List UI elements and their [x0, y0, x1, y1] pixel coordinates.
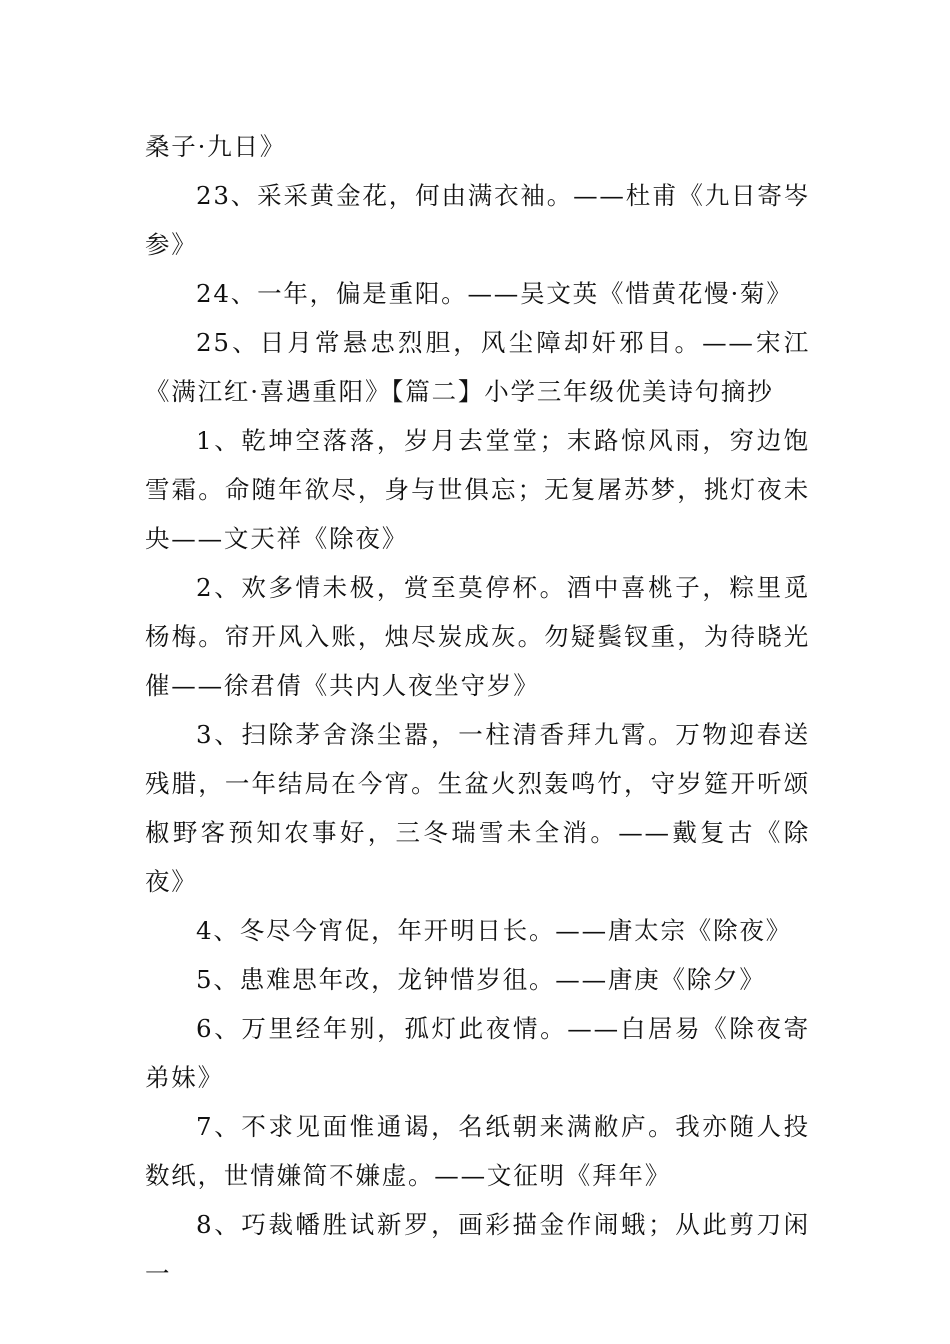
document-body [145, 122, 810, 1298]
paragraph: 3、扫除茅舍涤尘嚣，一柱清香拜九霄。万物迎春送残腊，一年结局在今宵。生盆火烈轰鸣竹，守岁筵开听颂椒野客预知农事好，三冬瑞雪未全消。——戴复古《除夜》 [145, 720, 810, 896]
paragraph: 24、一年，偏是重阳。——吴文英《惜黄花慢·菊》 [196, 279, 793, 308]
paragraph: 2、欢多情未极，赏至莫停杯。酒中喜桃子，粽里觅杨梅。帘开风入账，烛尽炭成灰。勿疑鬓钗重，为待晓光催——徐君倩《共内人夜坐守岁》 [145, 573, 810, 700]
paragraph: 23、采采黄金花，何由满衣袖。——杜甫《九日寄岑参》 [145, 181, 810, 259]
paragraph: 1、乾坤空落落，岁月去堂堂；末路惊风雨，穷边饱雪霜。命随年欲尽，身与世俱忘；无复屠苏梦，挑灯夜未央——文天祥《除夜》 [145, 426, 810, 553]
paragraph: 6、万里经年别，孤灯此夜情。——白居易《除夜寄弟妹》 [145, 1014, 810, 1092]
paragraph: 7、不求见面惟通谒，名纸朝来满敝庐。我亦随人投数纸，世情嫌简不嫌虚。——文征明《拜年》 [145, 1112, 810, 1190]
paragraph: 25、日月常悬忠烈胆，风尘障却奸邪目。——宋江《满江红·喜遇重阳》【篇二】小学三年级优美诗句摘抄 [145, 328, 810, 406]
paragraph: 桑子·九日》 [145, 132, 287, 161]
paragraph: 8、巧裁幡胜试新罗，画彩描金作闹蛾；从此剪刀闲一 [145, 1210, 810, 1288]
paragraph: 5、患难思年改，龙钟惜岁徂。——唐庚《除夕》 [196, 965, 766, 994]
paragraph: 4、冬尽今宵促，年开明日长。——唐太宗《除夜》 [196, 916, 792, 945]
